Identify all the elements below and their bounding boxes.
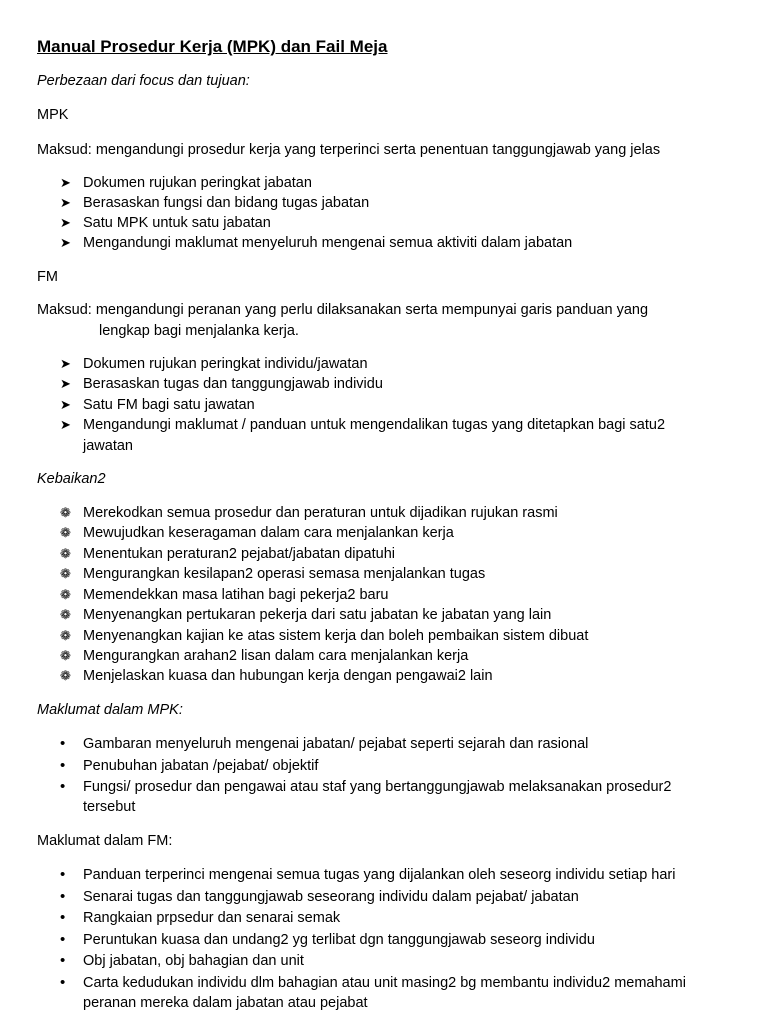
kebaikan-item: Mengurangkan arahan2 lisan dalam cara menjalankan kerja bbox=[83, 648, 469, 664]
flower-bullet-icon: ❁ bbox=[60, 566, 71, 581]
maklumat-fm-item: Panduan terperinci mengenai semua tugas yang dijalankan oleh seseorg individu setiap hari bbox=[83, 867, 676, 883]
arrowhead-bullet-icon: ➤ bbox=[60, 235, 71, 250]
fm-item-continuation: jawatan bbox=[83, 438, 133, 454]
flower-bullet-icon: ❁ bbox=[60, 628, 71, 643]
arrowhead-bullet-icon: ➤ bbox=[60, 356, 71, 371]
kebaikan-item: Merekodkan semua prosedur dan peraturan untuk dijadikan rujukan rasmi bbox=[83, 505, 558, 521]
maklumat-fm-item: Senarai tugas dan tanggungjawab seseorang individu dalam pejabat/ jabatan bbox=[83, 889, 579, 905]
dot-bullet-icon: • bbox=[60, 952, 66, 969]
maklumat-fm-item: Peruntukan kuasa dan undang2 yg terlibat dgn tanggungjawab seseorg individu bbox=[83, 932, 595, 948]
dot-bullet-icon: • bbox=[60, 888, 66, 905]
maklumat-mpk-item: Penubuhan jabatan /pejabat/ objektif bbox=[83, 758, 319, 774]
dot-bullet-icon: • bbox=[60, 974, 66, 991]
kebaikan-item: Mewujudkan keseragaman dalam cara menjalankan kerja bbox=[83, 525, 454, 541]
fm-item: Dokumen rujukan peringkat individu/jawatan bbox=[83, 356, 368, 372]
dot-bullet-icon: • bbox=[60, 866, 66, 883]
flower-bullet-icon: ❁ bbox=[60, 505, 71, 520]
kebaikan-item: Memendekkan masa latihan bagi pekerja2 baru bbox=[83, 587, 389, 603]
maklumat-mpk-item-continuation: tersebut bbox=[83, 799, 136, 815]
maklumat-fm-item: Carta kedudukan individu dlm bahagian atau unit masing2 bg membantu individu2 memahami bbox=[83, 975, 686, 991]
flower-bullet-icon: ❁ bbox=[60, 668, 71, 683]
mpk-item: Satu MPK untuk satu jabatan bbox=[83, 215, 271, 231]
mpk-maksud: Maksud: mengandungi prosedur kerja yang terperinci serta penentuan tanggungjawab yang jelas bbox=[37, 142, 661, 158]
arrowhead-bullet-icon: ➤ bbox=[60, 195, 71, 210]
dot-bullet-icon: • bbox=[60, 778, 66, 795]
fm-item: Mengandungi maklumat / panduan untuk mengendalikan tugas yang ditetapkan bagi satu2 bbox=[83, 417, 666, 433]
maklumat-mpk-item: Fungsi/ prosedur dan pengawai atau staf yang bertanggungjawab melaksanakan prosedur2 bbox=[83, 779, 672, 795]
kebaikan-item: Menyenangkan pertukaran pekerja dari satu jabatan ke jabatan yang lain bbox=[83, 607, 552, 623]
dot-bullet-icon: • bbox=[60, 931, 66, 948]
kebaikan-item: Mengurangkan kesilapan2 operasi semasa menjalankan tugas bbox=[83, 566, 486, 582]
kebaikan-item: Menentukan peraturan2 pejabat/jabatan dipatuhi bbox=[83, 546, 395, 562]
mpk-heading: MPK bbox=[37, 107, 69, 123]
mpk-item: Berasaskan fungsi dan bidang tugas jabatan bbox=[83, 195, 370, 211]
maklumat-fm-item: Rangkaian prpsedur dan senarai semak bbox=[83, 910, 341, 926]
maklumat-fm-item-continuation: peranan mereka dalam jabatan atau pejabat bbox=[83, 995, 368, 1011]
maklumat-fm-heading: Maklumat dalam FM: bbox=[37, 833, 173, 849]
fm-maksud-line1: Maksud: mengandungi peranan yang perlu dilaksanakan serta mempunyai garis panduan yang bbox=[37, 302, 649, 318]
fm-item: Satu FM bagi satu jawatan bbox=[83, 397, 255, 413]
dot-bullet-icon: • bbox=[60, 757, 66, 774]
kebaikan-heading: Kebaikan2 bbox=[37, 471, 106, 487]
dot-bullet-icon: • bbox=[60, 735, 66, 752]
dot-bullet-icon: • bbox=[60, 909, 66, 926]
intro-text: Perbezaan dari focus dan tujuan: bbox=[37, 73, 250, 89]
mpk-item: Dokumen rujukan peringkat jabatan bbox=[83, 175, 312, 191]
flower-bullet-icon: ❁ bbox=[60, 546, 71, 561]
arrowhead-bullet-icon: ➤ bbox=[60, 175, 71, 190]
flower-bullet-icon: ❁ bbox=[60, 607, 71, 622]
kebaikan-item: Menyenangkan kajian ke atas sistem kerja dan boleh pembaikan sistem dibuat bbox=[83, 628, 589, 644]
kebaikan-item: Menjelaskan kuasa dan hubungan kerja dengan pengawai2 lain bbox=[83, 668, 493, 684]
fm-item: Berasaskan tugas dan tanggungjawab individu bbox=[83, 376, 383, 392]
flower-bullet-icon: ❁ bbox=[60, 648, 71, 663]
maklumat-mpk-heading: Maklumat dalam MPK: bbox=[37, 702, 183, 718]
arrowhead-bullet-icon: ➤ bbox=[60, 215, 71, 230]
fm-maksud-line2: lengkap bagi menjalanka kerja. bbox=[99, 323, 299, 339]
maklumat-fm-item: Obj jabatan, obj bahagian dan unit bbox=[83, 953, 304, 969]
arrowhead-bullet-icon: ➤ bbox=[60, 417, 71, 432]
mpk-item: Mengandungi maklumat menyeluruh mengenai semua aktiviti dalam jabatan bbox=[83, 235, 573, 251]
flower-bullet-icon: ❁ bbox=[60, 587, 71, 602]
maklumat-mpk-item: Gambaran menyeluruh mengenai jabatan/ pejabat seperti sejarah dan rasional bbox=[83, 736, 589, 752]
arrowhead-bullet-icon: ➤ bbox=[60, 397, 71, 412]
page-title: Manual Prosedur Kerja (MPK) dan Fail Meja bbox=[37, 37, 388, 56]
arrowhead-bullet-icon: ➤ bbox=[60, 376, 71, 391]
fm-heading: FM bbox=[37, 269, 58, 285]
flower-bullet-icon: ❁ bbox=[60, 525, 71, 540]
